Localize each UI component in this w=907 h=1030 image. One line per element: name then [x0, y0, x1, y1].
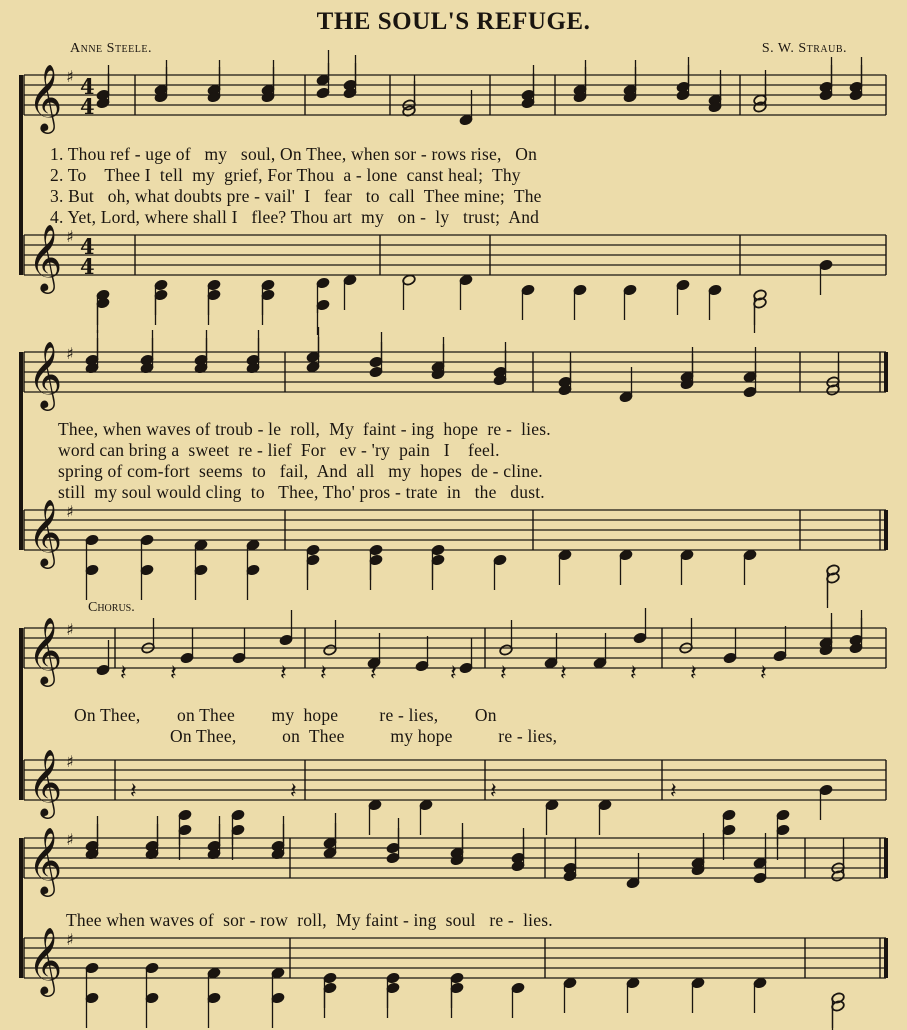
- verse-4-line-1: 4. Yet, Lord, where shall I flee? Thou art my on - ly trust; And: [50, 207, 540, 227]
- treble-clef-icon: 𝄞: [28, 223, 63, 291]
- treble-clef-icon: 𝄞: [28, 63, 63, 131]
- verse-1-line-2: Thee, when waves of troub - le roll, My faint - ing hope re - lies.: [58, 419, 551, 439]
- quarter-rest-icon: 𝄽: [630, 661, 637, 686]
- sharp-icon: ♯: [66, 930, 74, 949]
- treble-clef-icon: 𝄞: [28, 340, 63, 408]
- sharp-icon: ♯: [66, 620, 74, 639]
- sharp-icon: ♯: [66, 502, 74, 521]
- sharp-icon: ♯: [66, 344, 74, 363]
- composer-credit: S. W. Straub.: [761, 41, 847, 56]
- quarter-rest-icon: 𝄽: [450, 661, 457, 686]
- time-signature: 4: [80, 94, 95, 119]
- verse-3-line-1: 3. But oh, what doubts pre - vail' I fear to call Thee mine; The: [50, 186, 542, 206]
- chorus-lyrics-upper: On Thee, on Thee my hope re - lies, On: [74, 705, 497, 725]
- chorus-lyrics-lower: On Thee, on Thee my hope re - lies,: [170, 726, 558, 746]
- time-signature: 4: [80, 74, 95, 99]
- quarter-rest-icon: 𝄽: [560, 661, 567, 686]
- treble-clef-icon: 𝄞: [28, 616, 63, 684]
- sharp-icon: ♯: [66, 67, 74, 86]
- time-signature: 4: [80, 234, 95, 259]
- treble-clef-icon: 𝄞: [28, 926, 63, 994]
- verse-4-line-2: still my soul would cling to Thee, Tho' pros - trate in the dust.: [58, 482, 545, 502]
- quarter-rest-icon: 𝄽: [290, 779, 297, 804]
- quarter-rest-icon: 𝄽: [280, 661, 287, 686]
- chorus-label: Chorus.: [88, 600, 135, 615]
- hymn-title: THE SOUL'S REFUGE.: [316, 8, 591, 35]
- sharp-icon: ♯: [66, 227, 74, 246]
- quarter-rest-icon: 𝄽: [120, 661, 127, 686]
- verse-2-line-2: word can bring a sweet re - lief For ev - 'ry pain I feel.: [58, 440, 500, 460]
- quarter-rest-icon: 𝄽: [320, 661, 327, 686]
- quarter-rest-icon: 𝄽: [490, 779, 497, 804]
- treble-clef-icon: 𝄞: [28, 826, 63, 894]
- verse-2-line-1: 2. To Thee I tell my grief, For Thou a - lone canst heal; Thy: [50, 165, 521, 185]
- time-signature: 4: [80, 254, 95, 279]
- final-lyrics: Thee when waves of sor - row roll, My faint - ing soul re - lies.: [66, 910, 553, 930]
- sharp-icon: ♯: [66, 752, 74, 771]
- sharp-icon: ♯: [66, 830, 74, 849]
- treble-clef-icon: 𝄞: [28, 498, 63, 566]
- quarter-rest-icon: 𝄽: [130, 779, 137, 804]
- quarter-rest-icon: 𝄽: [500, 661, 507, 686]
- verse-3-line-2: spring of com-fort seems to fail, And all my hopes de - cline.: [58, 461, 543, 481]
- quarter-rest-icon: 𝄽: [670, 779, 677, 804]
- treble-clef-icon: 𝄞: [28, 748, 63, 816]
- lyricist-credit: Anne Steele.: [70, 41, 152, 56]
- quarter-rest-icon: 𝄽: [760, 661, 767, 686]
- quarter-rest-icon: 𝄽: [170, 661, 177, 686]
- verse-1-line-1: 1. Thou ref - uge of my soul, On Thee, when sor - rows rise, On: [50, 144, 538, 164]
- quarter-rest-icon: 𝄽: [370, 661, 377, 686]
- quarter-rest-icon: 𝄽: [690, 661, 697, 686]
